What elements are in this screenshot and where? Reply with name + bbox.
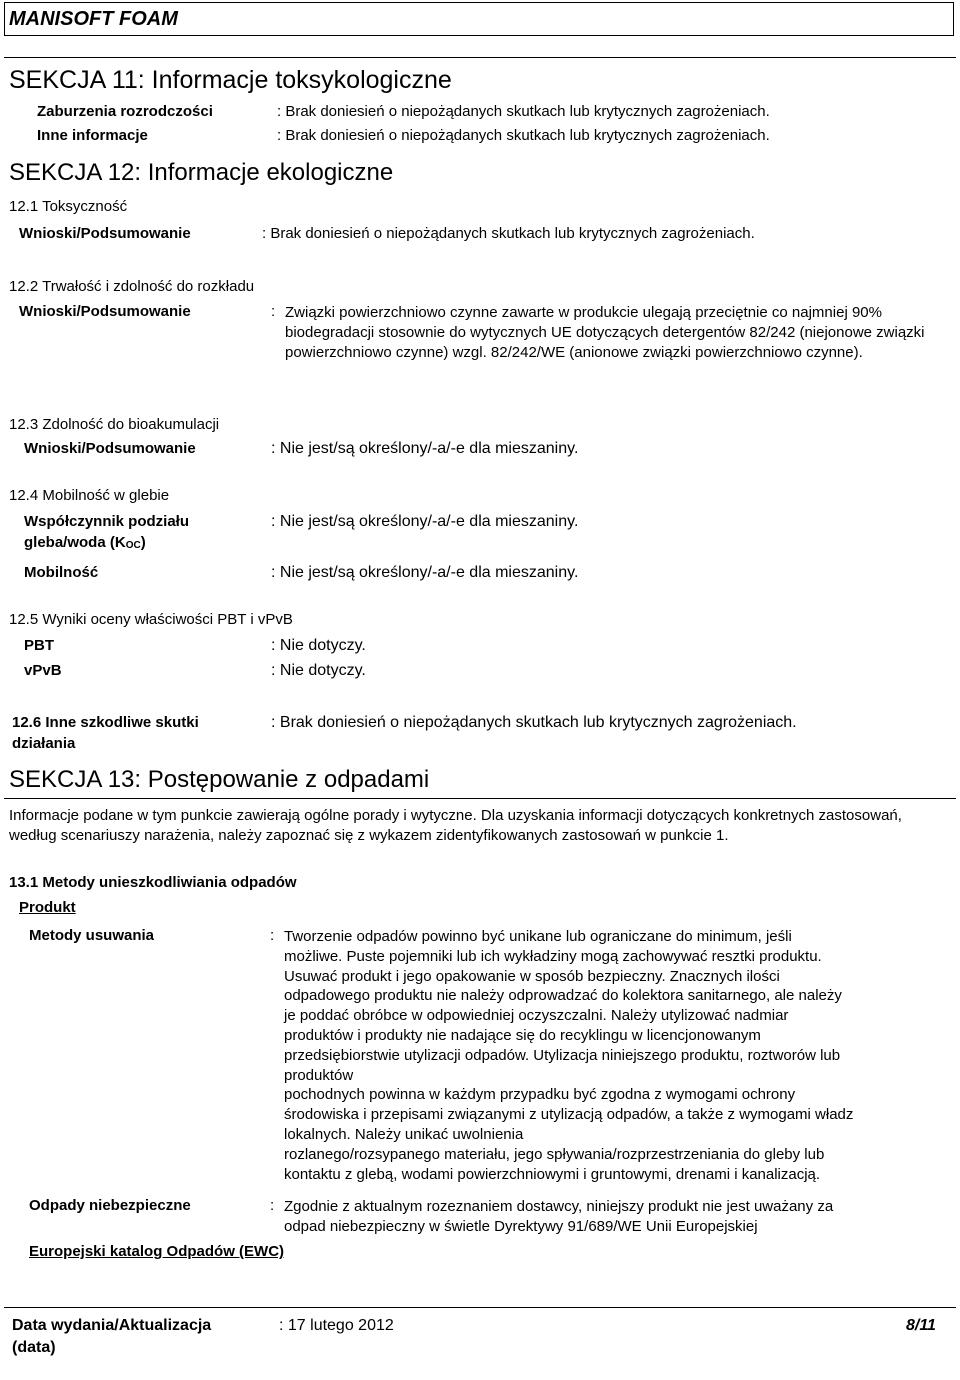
methods-line: lokalnych. Należy unikać uwolnienia	[284, 1125, 524, 1143]
hazard-colon: :	[270, 1197, 275, 1214]
methods-line: produktów	[284, 1066, 354, 1084]
methods-line: produktów i produkty nie nadające się do recyklingu w licencjonowanym	[284, 1026, 761, 1044]
header-rule	[4, 57, 956, 58]
product-heading: Produkt	[19, 899, 76, 916]
methods-line: rozlanego/rozsypanego materiału, jego spływania/rozprzestrzeniania do gleby lub	[284, 1145, 825, 1163]
methods-line: przedsiębiorstwie utylizacji odpadów. Utylizacja niniejszego produktu, roztworów lub	[284, 1046, 841, 1064]
footer-page-number: 8/11	[906, 1317, 936, 1334]
pbt-label: PBT	[24, 637, 54, 654]
s12-1-value: : Brak doniesień o niepożądanych skutkach lub krytycznych zagrożeniach.	[262, 225, 755, 242]
methods-line: kontaktu z glebą, wodami powierzchniowymi i gruntowymi, drenami i kanalizacją.	[284, 1165, 821, 1183]
methods-line: środowiska i przepisami związanymi z utylizacją odpadów, a także z wymogami władz	[284, 1106, 854, 1124]
footer-rule	[4, 1307, 956, 1308]
s12-2-colon: :	[271, 303, 276, 320]
s13-1-title: 13.1 Metody unieszkodliwiania odpadów	[9, 874, 297, 891]
methods-line: pochodnych powinna w każdym przypadku być zgodna z wymogami ochrony	[284, 1086, 796, 1104]
s12-3-label: Wnioski/Podsumowanie	[24, 440, 196, 457]
koc-value: : Nie jest/są określony/-a/-e dla mieszaniny.	[271, 513, 579, 530]
section-13-title: SEKCJA 13: Postępowanie z odpadami	[9, 766, 430, 793]
brand-title: MANISOFT FOAM	[9, 8, 178, 30]
pbt-value: : Nie dotyczy.	[271, 637, 366, 654]
s12-6-title-line1: 12.6 Inne szkodliwe skutki	[12, 714, 199, 731]
hazard-line: Zgodnie z aktualnym rozeznaniem dostawcy, niniejszy produkt nie jest uważany za	[284, 1198, 834, 1215]
mobility-value: : Nie jest/są określony/-a/-e dla mieszaniny.	[271, 564, 579, 581]
s12-5-title: 12.5 Wyniki oceny właściwości PBT i vPvB	[9, 611, 293, 628]
s12-2-label: Wnioski/Podsumowanie	[19, 303, 191, 320]
koc-label-line1: Współczynnik podziału	[24, 513, 190, 530]
hazard-label: Odpady niebezpieczne	[29, 1197, 191, 1214]
mobility-label: Mobilność	[24, 564, 99, 581]
hazard-line: odpad niebezpieczny w świetle Dyrektywy 91/689/WE Unii Europejskiej	[284, 1218, 758, 1235]
s12-4-title: 12.4 Mobilność w glebie	[9, 487, 170, 504]
methods-line: je poddać obróbce w odpowiedniej oczyszczalni. Należy utylizować nadmiar	[284, 1007, 789, 1025]
hazard-text	[284, 1197, 833, 1237]
methods-colon: :	[270, 927, 275, 944]
methods-line: odpadowego produktu nie należy odprowadzać do kolektora sanitarnego, ale należy	[284, 987, 842, 1005]
s12-6-value: : Brak doniesień o niepożądanych skutkach lub krytycznych zagrożeniach.	[271, 714, 797, 731]
methods-text	[284, 927, 853, 1184]
s13-intro: Informacje podane w tym punkcie zawierają ogólne porady i wytyczne. Dla uzyskania informacji dotyczących konkretnych zastosowań, według scenariuszy narażenia, należy zapoznać się z wykazem zidentyfikowanych zastosowań w punkcie 1.	[9, 807, 902, 844]
ewc-heading: Europejski katalog Odpadów (EWC)	[29, 1243, 285, 1260]
s12-6-title-line2: działania	[12, 735, 76, 752]
vpvb-label: vPvB	[24, 662, 62, 679]
section-13-rule	[4, 798, 956, 799]
section-12-title: SEKCJA 12: Informacje ekologiczne	[9, 159, 394, 186]
section-11-title: SEKCJA 11: Informacje toksykologiczne	[9, 66, 452, 94]
footer-date-value: : 17 lutego 2012	[279, 1317, 394, 1334]
other-info-value: : Brak doniesień o niepożądanych skutkach lub krytycznych zagrożeniach.	[277, 127, 770, 144]
methods-line: możliwe. Puste pojemniki lub ich wykładziny mogą zachowywać resztki produktu.	[284, 947, 822, 965]
methods-line: Tworzenie odpadów powinno być unikane lub ograniczane do minimum, jeśli	[284, 928, 792, 945]
footer-date-label-line1: Data wydania/Aktualizacja	[12, 1317, 212, 1334]
s12-2-title: 12.2 Trwałość i zdolność do rozkładu	[9, 278, 255, 295]
methods-line: Usuwać produkt i jego opakowanie w sposób bezpieczny. Znacznych ilości	[284, 967, 780, 985]
vpvb-value: : Nie dotyczy.	[271, 662, 366, 679]
s12-1-title: 12.1 Toksyczność	[9, 198, 128, 215]
s12-2-value: Związki powierzchniowo czynne zawarte w produkcie ulegają przeciętnie co najmniej 90% biodegradacji stosownie do wytycznych UE dotyczących detergentów 82/242 (niejonowe związki powierzchniowo czynne) wzgl. 82/242/WE (anionowe związki powierzchniowo czynne).	[285, 304, 925, 361]
reproductive-label: Zaburzenia rozrodczości	[37, 103, 213, 120]
reproductive-value: : Brak doniesień o niepożądanych skutkach lub krytycznych zagrożeniach.	[277, 103, 770, 120]
koc-label-line2: gleba/woda $(K_{OC})$	[24, 534, 146, 551]
s12-3-title: 12.3 Zdolność do bioakumulacji	[9, 416, 220, 433]
s12-1-label: Wnioski/Podsumowanie	[19, 225, 191, 242]
other-info-label: Inne informacje	[37, 127, 148, 144]
s12-3-value: : Nie jest/są określony/-a/-e dla mieszaniny.	[271, 440, 579, 457]
methods-label: Metody usuwania	[29, 927, 155, 944]
footer-date-label-line2: (data)	[12, 1339, 56, 1356]
